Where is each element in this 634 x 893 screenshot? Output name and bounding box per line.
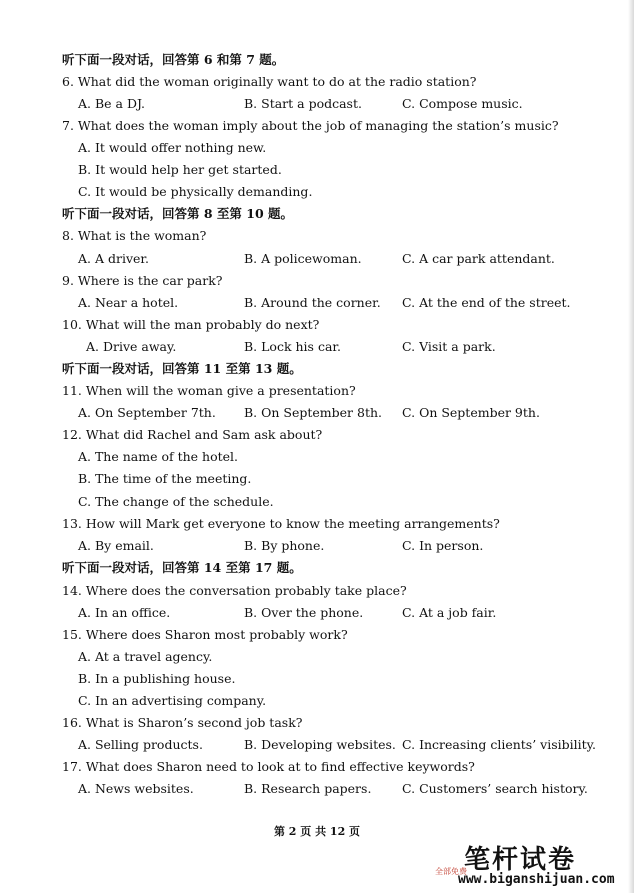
option-b: B. On September 8th. <box>244 405 382 420</box>
option-b: B. A policewoman. <box>244 251 362 266</box>
option-c: C. Visit a park. <box>402 339 496 354</box>
option-a: A. Near a hotel. <box>78 295 179 310</box>
option-a: A. On September 7th. <box>78 405 216 420</box>
question-6: 6. What did the woman originally want to do at the radio station? <box>62 74 477 89</box>
option-a: A. It would offer nothing new. <box>78 140 267 155</box>
question-11: 11. When will the woman give a presentation? <box>62 383 356 398</box>
option-b: B. By phone. <box>244 538 325 553</box>
option-b: B. In a publishing house. <box>78 671 236 686</box>
watermark-tagline: 全部免费 <box>435 867 467 876</box>
section-header: 听下面一段对话，回答第 6 和第 7 题。 <box>62 52 285 67</box>
option-c: C. Increasing clients’ visibility. <box>402 737 597 752</box>
option-c: C. It would be physically demanding. <box>78 184 313 199</box>
question-7: 7. What does the woman imply about the job of managing the station’s music? <box>62 118 559 133</box>
watermark-url: www.biganshijuan.com <box>458 872 615 887</box>
question-8: 8. What is the woman? <box>62 228 207 243</box>
option-c: C. On September 9th. <box>402 405 540 420</box>
scan-edge-shadow <box>628 0 634 893</box>
question-10: 10. What will the man probably do next? <box>62 317 320 332</box>
section-header: 听下面一段对话，回答第 14 至第 17 题。 <box>62 560 302 575</box>
section-header: 听下面一段对话，回答第 8 至第 10 题。 <box>62 206 294 221</box>
option-b: B. Around the corner. <box>244 295 381 310</box>
watermark-logo-text: 笔杆试卷 <box>464 845 577 875</box>
option-a: A. Be a DJ. <box>78 96 145 111</box>
question-17: 17. What does Sharon need to look at to find effective keywords? <box>62 759 475 774</box>
question-9: 9. Where is the car park? <box>62 273 223 288</box>
option-c: C. At the end of the street. <box>402 295 571 310</box>
option-c: C. A car park attendant. <box>402 251 555 266</box>
option-c: C. At a job fair. <box>402 605 497 620</box>
option-a: A. Drive away. <box>86 339 177 354</box>
section-header: 听下面一段对话，回答第 11 至第 13 题。 <box>62 361 302 376</box>
option-a: A. The name of the hotel. <box>78 449 238 464</box>
option-b: B. Start a podcast. <box>244 96 362 111</box>
option-c: C. In person. <box>402 538 484 553</box>
question-13: 13. How will Mark get everyone to know the meeting arrangements? <box>62 516 500 531</box>
option-b: B. The time of the meeting. <box>78 471 252 486</box>
option-c: C. Compose music. <box>402 96 523 111</box>
question-16: 16. What is Sharon’s second job task? <box>62 715 303 730</box>
question-15: 15. Where does Sharon most probably work? <box>62 627 348 642</box>
option-b: B. Developing websites. <box>244 737 396 752</box>
option-b: B. Research papers. <box>244 781 372 796</box>
option-b: B. Lock his car. <box>244 339 341 354</box>
option-c: C. In an advertising company. <box>78 693 267 708</box>
option-a: A. News websites. <box>78 781 194 796</box>
option-b: B. It would help her get started. <box>78 162 282 177</box>
option-a: A. In an office. <box>78 605 171 620</box>
question-12: 12. What did Rachel and Sam ask about? <box>62 427 323 442</box>
question-14: 14. Where does the conversation probably take place? <box>62 583 407 598</box>
option-b: B. Over the phone. <box>244 605 364 620</box>
option-a: A. At a travel agency. <box>78 649 213 664</box>
page-number: 第 2 页 共 12 页 <box>273 825 361 838</box>
option-c: C. The change of the schedule. <box>78 494 274 509</box>
option-a: A. By email. <box>78 538 154 553</box>
option-a: A. A driver. <box>78 251 149 266</box>
option-c: C. Customers’ search history. <box>402 781 588 796</box>
option-a: A. Selling products. <box>78 737 203 752</box>
